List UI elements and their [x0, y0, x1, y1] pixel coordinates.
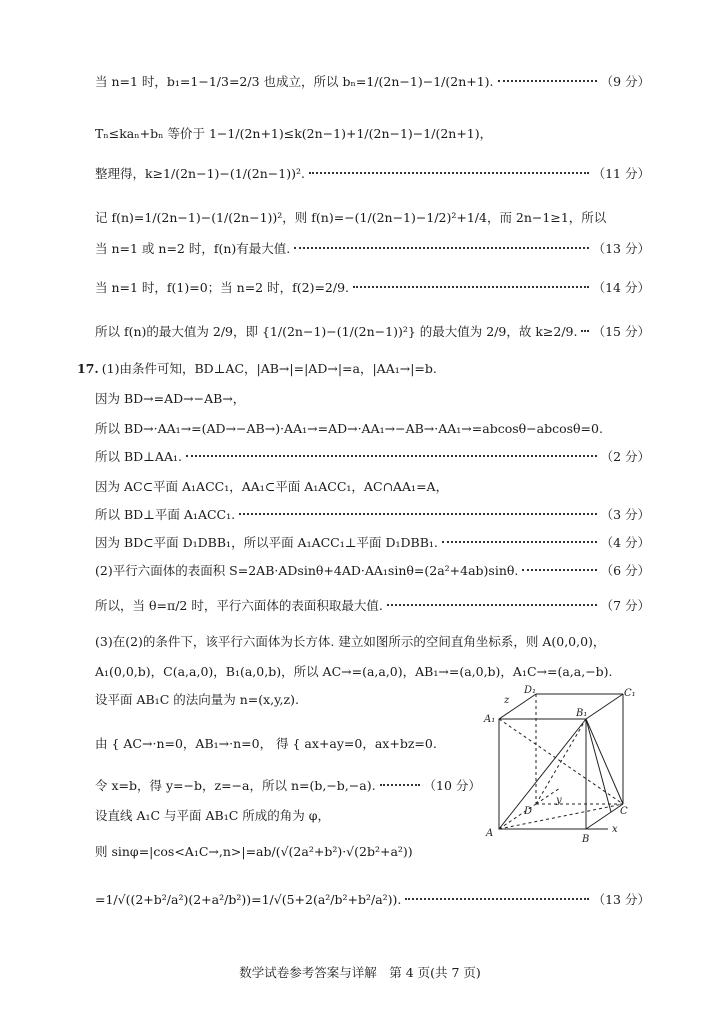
line-12 [95, 477, 650, 495]
line-text: 则 sinφ=|cos<A₁C→,n>|=ab/(√(2a²+b²)·√(2b²+a²)) [95, 844, 413, 859]
line-7 [95, 322, 650, 340]
leader-dots [581, 330, 588, 332]
line-5 [95, 239, 650, 257]
label-B1: B₁ [576, 708, 588, 719]
label-x: x [612, 824, 618, 835]
line-13 [95, 505, 650, 523]
line-23 [95, 842, 450, 860]
line-text: (1)由条件可知，BD⊥AC，|AB→|=|AD→|=a，|AA₁→|=b. [101, 361, 437, 376]
score-label: （2 分） [600, 449, 650, 464]
score-label: （11 分） [592, 166, 650, 181]
leader-dots [442, 541, 597, 543]
line-text: 所以 f(n)的最大值为 2/9，即 {1/(2n−1)−(1/(2n−1))²} 的最大值为 2/9，故 k≥2/9. [95, 324, 578, 339]
line-text: 记 f(n)=1/(2n−1)−(1/(2n−1))²，则 f(n)=−(1/(2n−1)−1/2)²+1/4，而 2n−1≥1，所以 [95, 210, 607, 225]
score-label: （4 分） [600, 535, 650, 550]
line-text: Tₙ≤kaₙ+bₙ 等价于 1−1/(2n+1)≤k(2n−1)+1/(2n−1)−1/(2n+1)， [95, 126, 493, 141]
label-C1: C₁ [624, 688, 636, 699]
score-label: （13 分） [592, 241, 650, 256]
label-A: A [486, 828, 494, 839]
score-label: （10 分） [423, 778, 481, 793]
label-D: D [524, 806, 533, 817]
line-2 [95, 124, 650, 142]
line-18 [95, 662, 650, 680]
line-text: 所以 BD→·AA₁→=(AD→−AB→)·AA₁→=AD→·AA₁→−AB→·AA₁→=abcosθ−abcosθ=0. [95, 421, 603, 436]
line-11 [95, 447, 650, 465]
line-text: (3)在(2)的条件下，该平行六面体为长方体. 建立如图所示的空间直角坐标系，则 A(0,0,0)， [95, 634, 606, 649]
line-text: (2)平行六面体的表面积 S=2AB·ADsinθ+4AD·AA₁sinθ=(2a²+4ab)sinθ. [95, 563, 519, 578]
score-label: （15 分） [592, 324, 650, 339]
score-label: （7 分） [600, 598, 650, 613]
line-22 [95, 806, 450, 824]
label-y: y [556, 795, 562, 806]
line-text: 所以 BD⊥平面 A₁ACC₁. [95, 507, 236, 522]
leader-dots [498, 80, 597, 82]
line-14 [95, 533, 650, 551]
leader-dots [387, 604, 597, 606]
label-D1: D₁ [524, 685, 537, 696]
line-text: 设直线 A₁C 与平面 AB₁C 所成的角为 φ， [95, 808, 331, 823]
line-text: 当 n=1 时，f(1)=0；当 n=2 时，f(2)=2/9. [95, 280, 350, 295]
score-label: （6 分） [600, 563, 650, 578]
line-4 [95, 208, 650, 226]
line-text: =1/√((2+b²/a²)(2+a²/b²))=1/√(5+2(a²/b²+b²/a²)). [95, 891, 402, 907]
line-9 [95, 389, 650, 407]
line-3 [95, 164, 650, 182]
line-text: 当 n=1 或 n=2 时，f(n)有最大值. [95, 241, 291, 256]
line-21 [95, 776, 481, 794]
label-B: B [582, 834, 590, 845]
line-text: 令 x=b，得 y=−b，z=−a，所以 n=(b,−b,−a). [95, 778, 376, 793]
line-16 [95, 596, 650, 614]
line-text: 所以 BD⊥AA₁. [95, 449, 182, 464]
leader-dots [353, 286, 589, 288]
line-1 [95, 72, 650, 90]
line-text: 设平面 AB₁C 的法向量为 n=(x,y,z). [95, 692, 299, 707]
leader-dots [294, 247, 588, 249]
leader-dots [186, 455, 597, 457]
cuboid-figure [480, 685, 636, 852]
line-15 [95, 561, 650, 579]
leader-dots [239, 513, 596, 515]
line-text: 所以，当 θ=π/2 时，平行六面体的表面积取最大值. [95, 598, 383, 613]
line-text: 因为 BD→=AD→−AB→， [95, 391, 246, 406]
leader-dots [380, 784, 420, 786]
score-label: （13 分） [592, 892, 650, 907]
line-text: 由 { AC→·n=0，AB₁→·n=0， 得 { ax+ay=0，ax+bz=0. [95, 736, 437, 751]
line-10 [95, 419, 650, 437]
line-17 [95, 632, 650, 650]
score-label: （3 分） [600, 507, 650, 522]
label-A1: A₁ [484, 714, 496, 725]
line-20 [95, 734, 450, 752]
line-19 [95, 690, 450, 708]
score-label: （14 分） [592, 280, 650, 295]
line-8 [77, 359, 650, 377]
line-6 [95, 278, 650, 296]
line-text: 当 n=1 时，b₁=1−1/3=2/3 也成立，所以 bₙ=1/(2n−1)−1/(2n+1). [95, 74, 494, 89]
line-24 [95, 890, 650, 908]
leader-dots [405, 898, 588, 900]
line-text: A₁(0,0,b)，C(a,a,0)，B₁(a,0,b)，所以 AC→=(a,a,0)，AB₁→=(a,0,b)，A₁C→=(a,a,−b). [95, 664, 613, 679]
label-z: z [504, 695, 510, 706]
score-label: （9 分） [600, 74, 650, 89]
label-C: C [620, 806, 628, 817]
question-number: 17. [77, 360, 99, 376]
leader-dots [309, 172, 589, 174]
leader-dots [522, 569, 596, 571]
line-text: 因为 BD⊂平面 D₁DBB₁，所以平面 A₁ACC₁⊥平面 D₁DBB₁. [95, 535, 438, 550]
line-text: 因为 AC⊂平面 A₁ACC₁，AA₁⊂平面 A₁ACC₁，AC∩AA₁=A， [95, 479, 449, 494]
page-footer: 数学试卷参考答案与详解 第 4 页(共 7 页) [239, 965, 481, 980]
line-text: 整理得，k≥1/(2n−1)−(1/(2n−1))². [95, 166, 305, 181]
